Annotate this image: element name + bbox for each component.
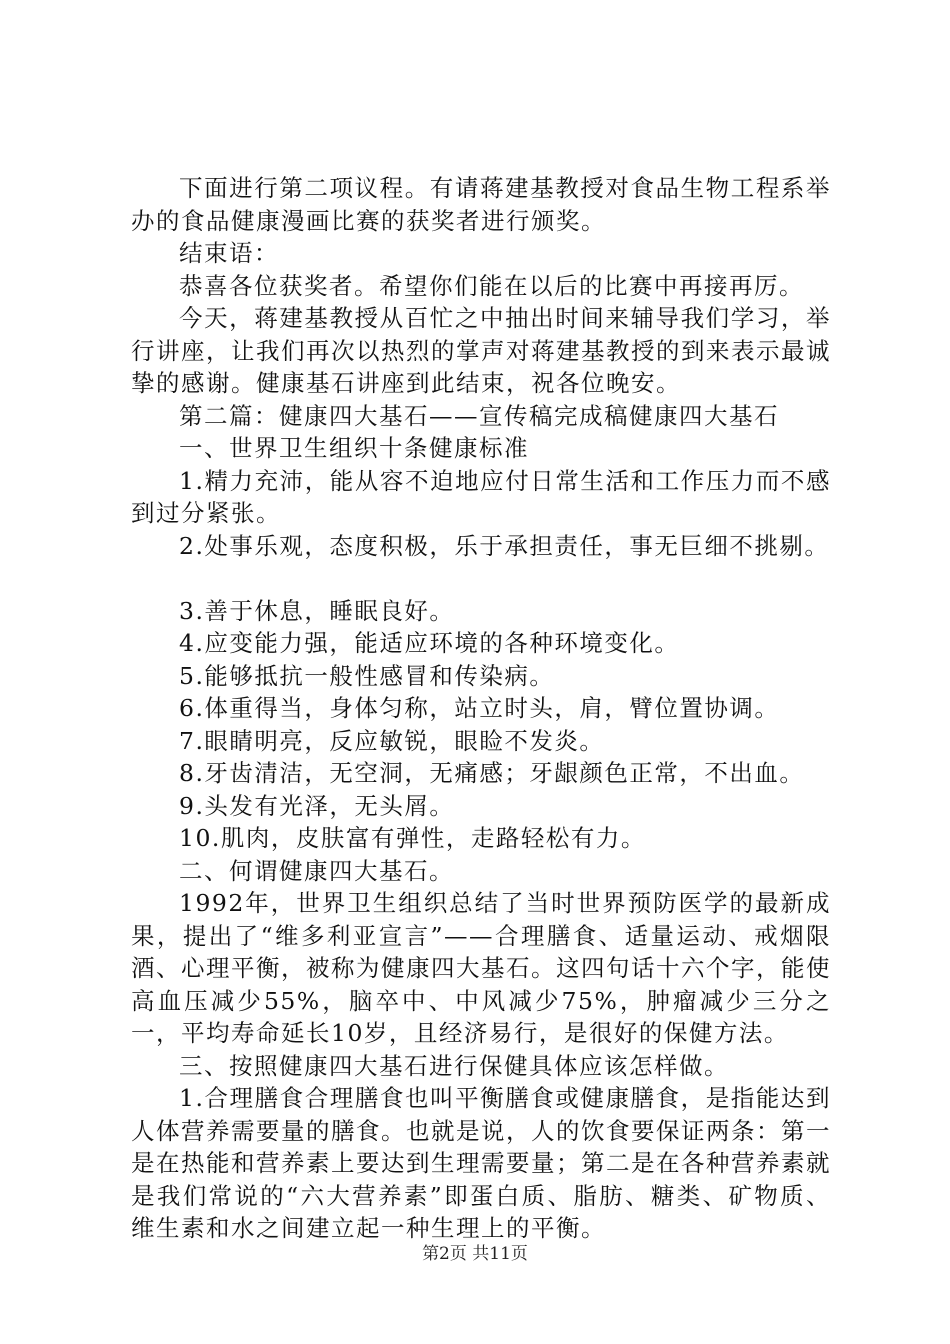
document-body <box>131 172 831 1245</box>
paragraph-standard-5: 5.能够抵抗一般性感冒和传染病。 <box>179 661 555 690</box>
paragraph-chapter-two-title: 第二篇：健康四大基石——宣传稿完成稿健康四大基石 <box>179 401 779 430</box>
paragraph-standard-9: 9.头发有光泽，无头屑。 <box>179 791 455 820</box>
paragraph-standard-7: 7.眼睛明亮，反应敏锐，眼睑不发炎。 <box>179 726 605 755</box>
paragraph-closing-heading: 结束语： <box>179 239 279 267</box>
paragraph-standard-6: 6.体重得当，身体匀称，站立时头，肩，臂位置协调。 <box>179 694 780 722</box>
paragraph-standard-2: 2.处事乐观，态度积极，乐于承担责任，事无巨细不挑剔。 <box>179 531 830 560</box>
paragraph-standard-1: 1.精力充沛，能从容不迫地应付日常生活和工作压力而不感到过分紧张。 <box>131 466 831 527</box>
paragraph-section-two-heading: 二、何谓健康四大基石。 <box>179 856 454 885</box>
paragraph-congratulations: 恭喜各位获奖者。希望你们能在以后的比赛中再接再厉。 <box>179 271 804 300</box>
paragraph-award-agenda: 下面进行第二项议程。有请蒋建基教授对食品生物工程系举办的食品健康漫画比赛的获奖者进行颁奖。 <box>131 174 831 235</box>
paragraph-standard-3: 3.善于休息，睡眠良好。 <box>179 596 455 625</box>
paragraph-thanks: 今天，蒋建基教授从百忙之中抽出时间来辅导我们学习，举行讲座，让我们再次以热烈的掌声对蒋建基教授的到来表示最诚挚的感谢。健康基石讲座到此结束，祝各位晚安。 <box>131 304 831 397</box>
paragraph-standard-8: 8.牙齿清洁，无空洞，无痛感；牙龈颜色正常，不出血。 <box>179 759 805 787</box>
paragraph-balanced-diet: 1.合理膳食合理膳食也叫平衡膳食或健康膳食，是指能达到人体营养需要量的膳食。也就是说，人的饮食要保证两条：第一是在热能和营养素上要达到生理需要量；第二是在各种营养素就是我们常说的“六大营养素”即蛋白质、脂肪、糖类、矿物质、维生素和水之间建立起一种生理上的平衡。 <box>131 1084 831 1242</box>
paragraph-standard-4: 4.应变能力强，能适应环境的各种环境变化。 <box>179 629 680 657</box>
paragraph-section-three-heading: 三、按照健康四大基石进行保健具体应该怎样做。 <box>179 1051 729 1080</box>
paragraph-standard-10: 10.肌肉，皮肤富有弹性，走路轻松有力。 <box>179 824 646 852</box>
page-footer: 第2页 共11页 <box>422 1244 528 1264</box>
paragraph-section-one-heading: 一、世界卫生组织十条健康标准 <box>179 434 529 462</box>
paragraph-victoria-declaration: 1992年，世界卫生组织总结了当时世界预防医学的最新成果，提出了“维多利亚宣言”——合理膳食、适量运动、戒烟限酒、心理平衡，被称为健康四大基石。这四句话十六个字，能使高血压减少55%，脑卒中、中风减少75%，肿瘤减少三分之一，平均寿命延长10岁，且经济易行，是很好的保健方法。 <box>131 889 831 1047</box>
